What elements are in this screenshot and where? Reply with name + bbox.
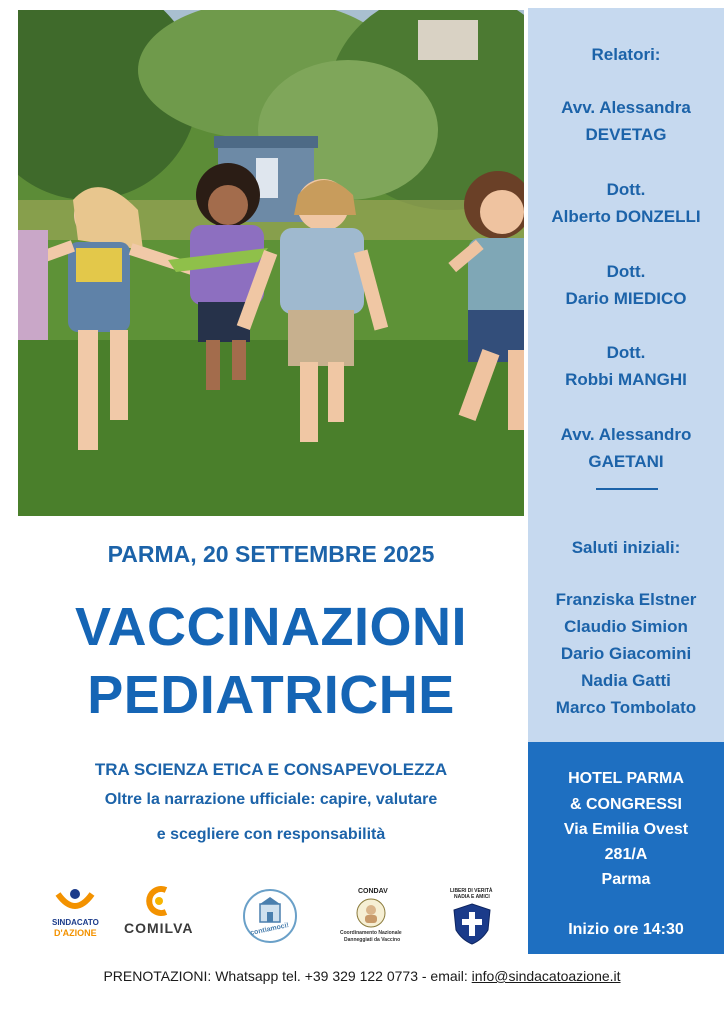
- speaker-2-name: Alberto DONZELLI: [551, 207, 701, 226]
- event-title-line-2: PEDIATRICHE: [87, 665, 455, 725]
- venue-street: Via Emilia Ovest: [563, 821, 689, 838]
- speaker-1-title: Avv. Alessandra: [561, 98, 691, 117]
- condav-logo: [336, 888, 408, 948]
- section-divider: [596, 488, 658, 490]
- venue-panel: [528, 742, 724, 954]
- liberi-logo-line-2: NADIA E AMICI: [454, 894, 490, 900]
- start-time: Inizio ore 14:30: [568, 921, 684, 938]
- venue-city: Parma: [601, 871, 651, 888]
- event-subtitle: TRA SCIENZA ETICA E CONSAPEVOLEZZA: [94, 760, 448, 779]
- booking-email-link[interactable]: info@sindacatoazione.it: [471, 968, 621, 984]
- comilva-logo: [122, 886, 198, 940]
- hero-photo: [18, 10, 524, 516]
- condav-logo-line-2: Danneggiati da Vaccino: [344, 937, 401, 943]
- sindacato-logo-line-2: D'AZIONE: [54, 928, 97, 938]
- speaker-2-title: Dott.: [606, 180, 646, 199]
- condav-logo-title: CONDAV: [358, 888, 388, 895]
- speaker-3-title: Dott.: [606, 262, 646, 281]
- booking-footer: [0, 968, 724, 984]
- venue-hotel-name-1: HOTEL PARMA: [568, 770, 684, 787]
- sindacato-logo-line-1: SINDACATO: [52, 918, 99, 927]
- condav-logo-line-1: Coordinamento Nazionale: [340, 930, 402, 936]
- venue-hotel-name-2: & CONGRESSI: [569, 796, 682, 813]
- speaker-4-name: Robbi MANGHI: [565, 370, 687, 389]
- greeting-name-5: Marco Tombolato: [555, 698, 697, 717]
- speakers-heading: Relatori:: [591, 45, 661, 64]
- speaker-3-name: Dario MIEDICO: [565, 289, 687, 308]
- sindacato-azione-logo: [50, 888, 100, 940]
- event-date: PARMA, 20 SETTEMBRE 2025: [107, 541, 435, 567]
- greetings-heading: Saluti iniziali:: [571, 538, 681, 557]
- greeting-name-4: Nadia Gatti: [581, 671, 671, 690]
- speakers-panel: [528, 8, 724, 742]
- liberi-verita-logo: [448, 888, 496, 948]
- booking-label: PRENOTAZIONI: Whatsapp tel. +39 329 122 0773 - email:: [103, 968, 472, 984]
- liberi-logo-line-1: LIBERI DI VERITÀ: [450, 888, 493, 894]
- greeting-name-2: Claudio Simion: [564, 617, 688, 636]
- event-tagline-line-2: e scegliere con responsabilità: [156, 826, 386, 843]
- venue-number: 281/A: [604, 846, 648, 863]
- speaker-1-name: DEVETAG: [585, 125, 667, 144]
- contiamoci-logo: [242, 888, 298, 944]
- speaker-5-name: GAETANI: [588, 452, 664, 471]
- greeting-name-1: Franziska Elstner: [555, 590, 697, 609]
- contiamoci-logo-text: contiamoci!: [249, 921, 290, 938]
- greeting-name-3: Dario Giacomini: [560, 644, 692, 663]
- comilva-logo-text: COMILVA: [124, 920, 194, 936]
- speaker-4-title: Dott.: [606, 343, 646, 362]
- event-title-line-1: VACCINAZIONI: [75, 597, 467, 657]
- event-tagline-line-1: Oltre la narrazione ufficiale: capire, valutare: [104, 791, 438, 808]
- speaker-5-title: Avv. Alessandro: [560, 425, 692, 444]
